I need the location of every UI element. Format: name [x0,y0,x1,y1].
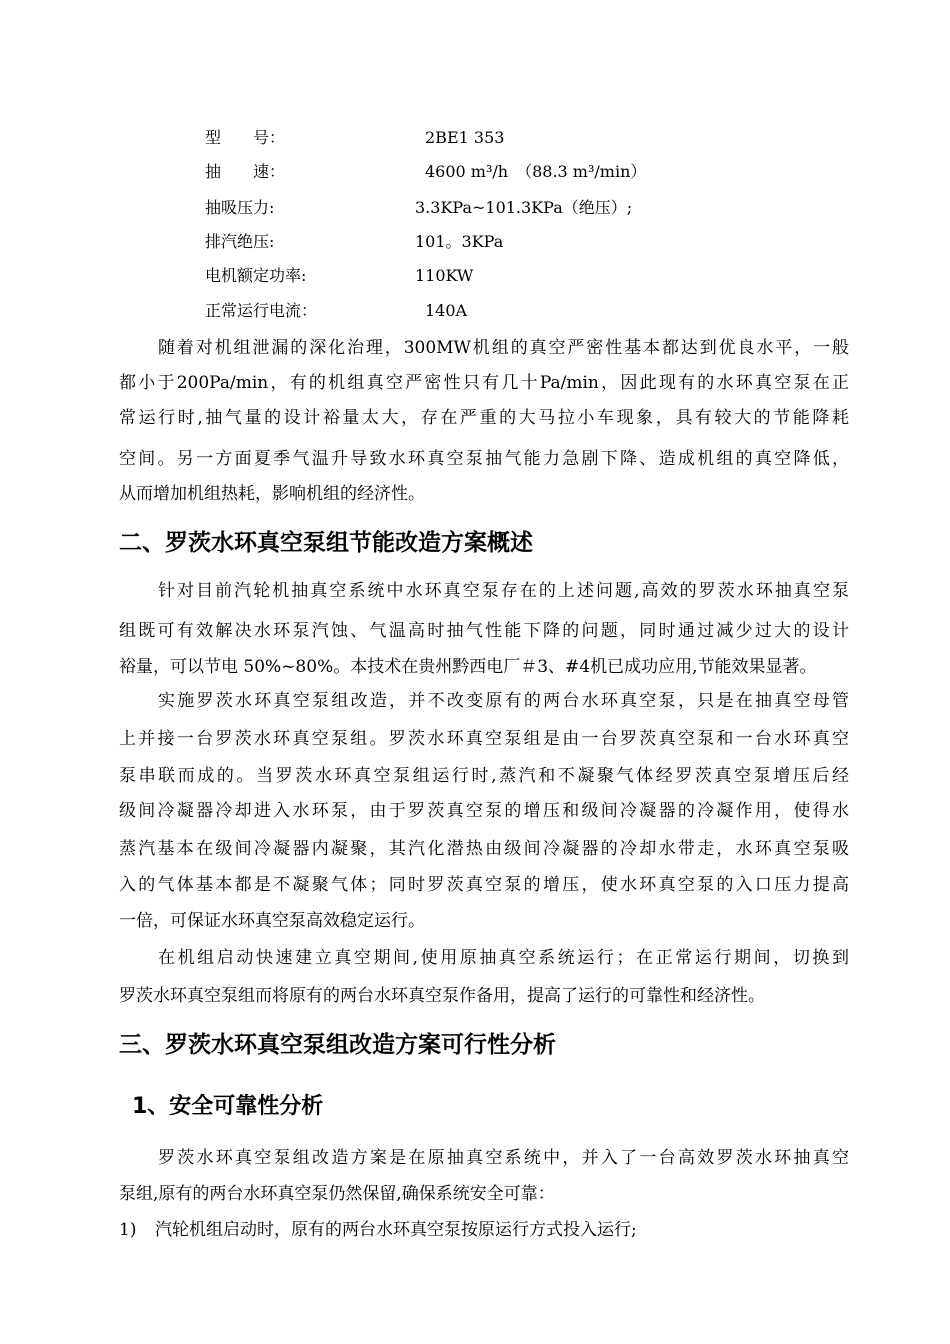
paragraph-line: 随着对机组泄漏的深化治理，300MW机组的真空严密性基本都达到优良水平，一般 [158,338,849,358]
paragraph-line: 从而增加机组热耗，影响机组的经济性。 [119,484,425,504]
list-item [119,1218,637,1242]
spec-value: 3.3KPa~101.3KPa（绝压）; [415,198,633,217]
paragraph-line: 级间冷凝器冷却进入水环泵，由于罗茨真空泵的增压和级间冷凝器的冷凝作用，使得水 [119,801,849,821]
paragraph-line: 常运行时,抽气量的设计裕量太大，存在严重的大马拉小车现象，具有较大的节能降耗 [119,408,849,428]
paragraph-line: 空间。另一方面夏季气温升导致水环真空泵抽气能力急剧下降、造成机组的真空降低， [119,449,849,469]
spec-value: 140A [425,301,468,320]
spec-label: 型 号： [205,128,286,147]
paragraph-line: 针对目前汽轮机抽真空系统中水环真空泵存在的上述问题,高效的罗茨水环抽真空泵 [158,581,849,601]
paragraph-line: 都小于200Pa/min，有的机组真空严密性只有几十Pa/min，因此现有的水环真空泵在正 [119,373,849,393]
section-heading: 三、罗茨水环真空泵组改造方案可行性分析 [119,1032,556,1058]
spec-label: 排汽绝压: [205,232,275,251]
spec-label: 电机额定功率: [205,266,307,285]
paragraph-line: 裕量，可以节电 50%~80%。本技术在贵州黔西电厂＃3、#4机已成功应用,节能效果显著。 [119,657,817,677]
paragraph-line: 罗茨水环真空泵组改造方案是在原抽真空系统中，并入了一台高效罗茨水环抽真空 [158,1148,849,1168]
spec-label: 抽 速： [205,162,286,181]
paragraph-line: 一倍，可保证水环真空泵高效稳定运行。 [119,911,425,931]
paragraph-line: 在机组启动快速建立真空期间,使用原抽真空系统运行；在正常运行期间，切换到 [158,948,849,968]
paragraph-line: 罗茨水环真空泵组而将原有的两台水环真空泵作备用，提高了运行的可靠性和经济性。 [119,986,765,1006]
paragraph-line: 蒸汽基本在级间冷凝器内凝聚，其汽化潜热由级间冷凝器的冷却水带走，水环真空泵吸 [119,839,849,859]
paragraph-line: 泵串联而成的。当罗茨水环真空泵组运行时,蒸汽和不凝聚气体经罗茨真空泵增压后经 [119,766,849,786]
spec-label: 正常运行电流： [205,301,318,320]
spec-value: 110KW [415,266,474,285]
paragraph-line: 实施罗茨水环真空泵组改造，并不改变原有的两台水环真空泵，只是在抽真空母管 [158,691,849,711]
paragraph-line: 组既可有效解决水环泵汽蚀、气温高时抽气性能下降的问题，同时通过减少过大的设计 [119,621,849,641]
spec-value: 2BE1 353 [425,128,505,147]
spec-value: 4600 m³/h （88.3 m³/min） [425,162,647,181]
spec-label: 抽吸压力: [205,198,275,217]
spec-value: 101。3KPa [415,232,504,251]
paragraph-line: 入的气体基本都是不凝聚气体；同时罗茨真空泵的增压，使水环真空泵的入口压力提高 [119,875,849,895]
paragraph-line: 上并接一台罗茨水环真空泵组。罗茨水环真空泵组是由一台罗茨真空泵和一台水环真空 [119,729,849,749]
paragraph-line: 泵组,原有的两台水环真空泵仍然保留,确保系统安全可靠： [119,1184,555,1204]
list-number: 1) [119,1220,137,1240]
section-heading: 二、罗茨水环真空泵组节能改造方案概述 [119,530,533,556]
list-text: 汽轮机组启动时，原有的两台水环真空泵按原运行方式投入运行; [155,1220,637,1240]
subsection-heading: 1、安全可靠性分析 [132,1094,324,1119]
